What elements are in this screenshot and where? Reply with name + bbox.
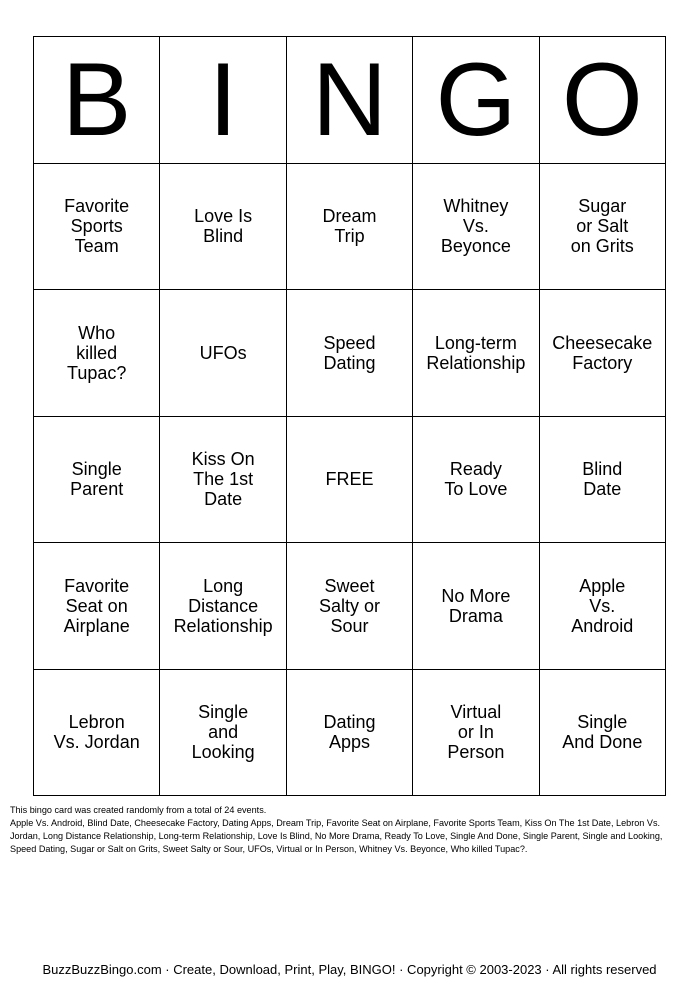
bingo-cell: Lebron Vs. Jordan — [34, 670, 160, 797]
bingo-cell: UFOs — [160, 290, 286, 417]
bingo-card — [33, 36, 666, 796]
bingo-cell: Single Parent — [34, 417, 160, 544]
header-letter-i: I — [160, 37, 286, 164]
bingo-cell: Sweet Salty or Sour — [287, 543, 413, 670]
bingo-cell: Single and Looking — [160, 670, 286, 797]
header-letter-g: G — [413, 37, 539, 164]
copyright-line: BuzzBuzzBingo.com · Create, Download, Print, Play, BINGO! · Copyright © 2003-2023 · All rights reserved — [42, 962, 657, 977]
bingo-cell: Sugar or Salt on Grits — [540, 164, 666, 291]
bingo-cell: No More Drama — [413, 543, 539, 670]
bingo-cell: Dream Trip — [287, 164, 413, 291]
bingo-cell: Long-term Relationship — [413, 290, 539, 417]
bingo-cell: Blind Date — [540, 417, 666, 544]
bingo-cell: Favorite Seat on Airplane — [34, 543, 160, 670]
bingo-cell: Virtual or In Person — [413, 670, 539, 797]
bingo-cell: Favorite Sports Team — [34, 164, 160, 291]
bingo-cell: Single And Done — [540, 670, 666, 797]
header-letter-n: N — [287, 37, 413, 164]
bingo-cell: Ready To Love — [413, 417, 539, 544]
bingo-cell: Who killed Tupac? — [34, 290, 160, 417]
bingo-cell: Dating Apps — [287, 670, 413, 797]
header-letter-o: O — [540, 37, 666, 164]
events-list: Apple Vs. Android, Blind Date, Cheesecake Factory, Dating Apps, Dream Trip, Favorite Seat on Airplane, Favorite Sports Team, Kiss On The 1st Date, Lebron Vs. Jordan, Long Distance Relationship, Long-term Relationship, Love Is Blind, No More Drama, Ready To Love, Single And Done, Single Parent, Single and Looking, Speed Dating, Sugar or Salt on Grits, Sweet Salty or Sour, UFOs, Virtual or In Person, Whitney Vs. Beyonce, Who killed Tupac?. — [10, 818, 663, 854]
bingo-cell: Long Distance Relationship — [160, 543, 286, 670]
free-space-cell: FREE — [287, 417, 413, 544]
card-footer-note — [10, 804, 690, 856]
bingo-cell: Whitney Vs. Beyonce — [413, 164, 539, 291]
bingo-cell: Kiss On The 1st Date — [160, 417, 286, 544]
header-letter-b: B — [34, 37, 160, 164]
bingo-cell: Apple Vs. Android — [540, 543, 666, 670]
events-count-note: This bingo card was created randomly from a total of 24 events. — [10, 805, 267, 815]
bingo-cell: Cheesecake Factory — [540, 290, 666, 417]
bingo-cell: Speed Dating — [287, 290, 413, 417]
bingo-cell: Love Is Blind — [160, 164, 286, 291]
